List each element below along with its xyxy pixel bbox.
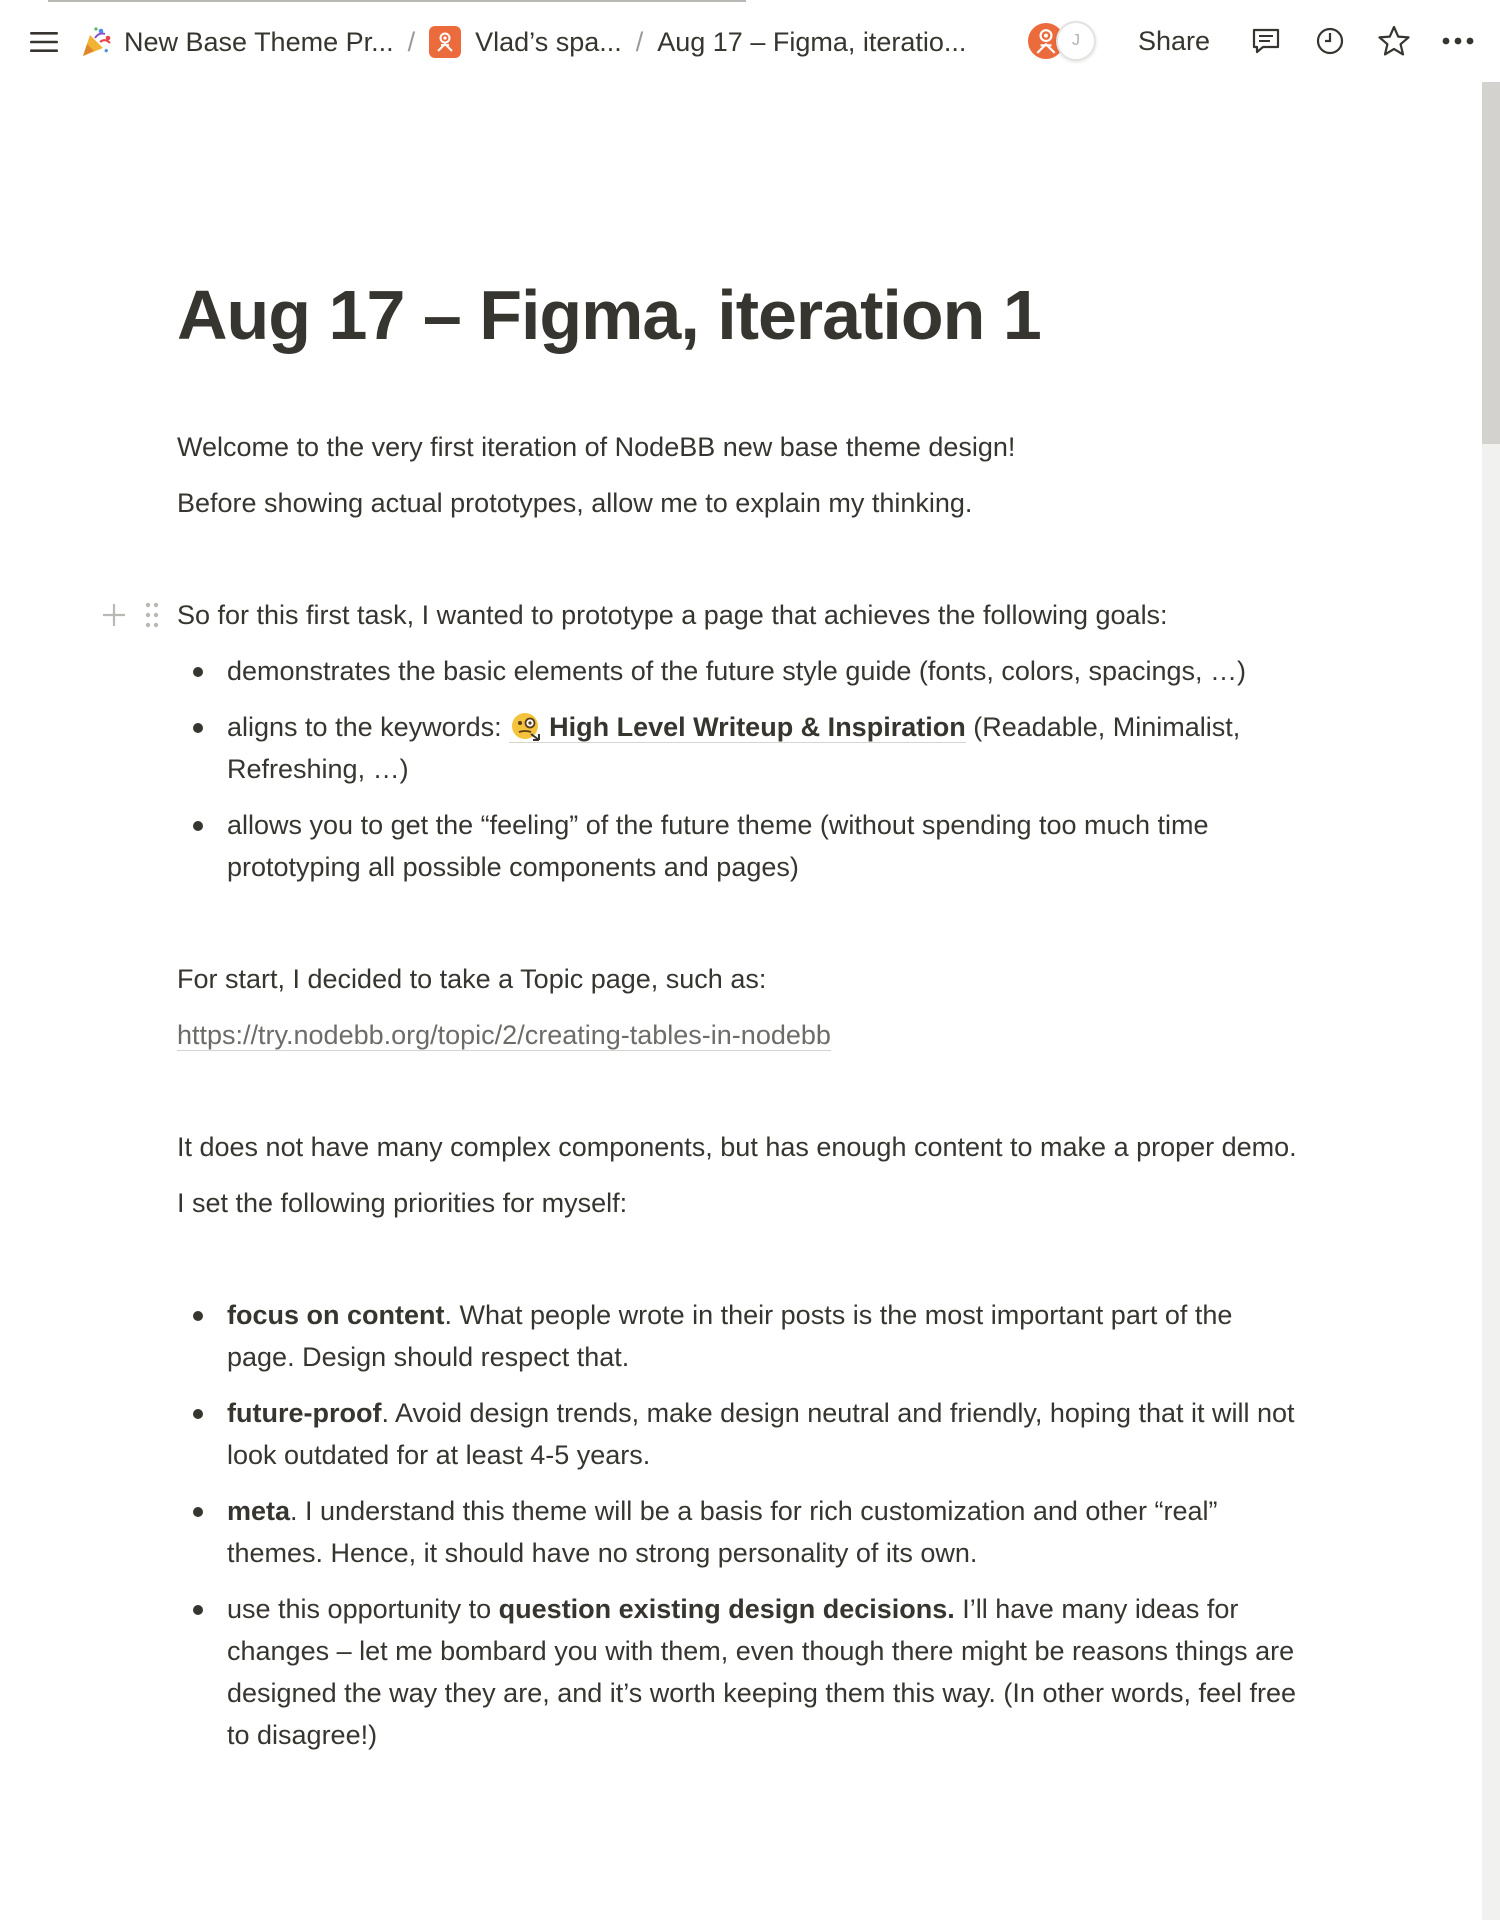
plus-icon xyxy=(101,602,127,628)
scrollbar-thumb[interactable] xyxy=(1482,82,1500,444)
breadcrumb-item-workspace[interactable] xyxy=(78,24,394,60)
monocle-face-icon xyxy=(509,709,543,743)
menu-icon xyxy=(29,30,59,54)
more-icon xyxy=(1441,36,1475,46)
bullet-icon xyxy=(193,1605,203,1615)
list-item-text: demonstrates the basic elements of the future style guide (fonts, colors, spacings, …) xyxy=(227,656,1246,686)
text-block[interactable]: I set the following priorities for myself: xyxy=(177,1188,628,1218)
breadcrumb-item-current-page[interactable] xyxy=(657,27,966,58)
list-item[interactable] xyxy=(177,706,1297,790)
page-content xyxy=(177,276,1317,1756)
breadcrumb-separator: / xyxy=(635,26,644,57)
comments-icon xyxy=(1250,25,1282,57)
breadcrumb-label: Aug 17 – Figma, iteratio... xyxy=(657,26,967,57)
history-button[interactable] xyxy=(1310,21,1350,61)
list-item-text: I’ll have many ideas for changes – let me bombard you with them, even though there might be reasons things are designed the way they are, and it’s worth keeping them this way. (In other words, feel free to disagree!) xyxy=(227,1594,1297,1750)
list-item-bold-text: future-proof xyxy=(227,1398,382,1428)
text-block[interactable] xyxy=(177,594,1317,636)
bullet-icon xyxy=(193,821,203,831)
text-block-content: So for this first task, I wanted to prototype a page that achieves the following goals: xyxy=(177,600,1168,630)
breadcrumb-item-space[interactable] xyxy=(429,26,622,58)
breadcrumb-separator: / xyxy=(407,26,416,57)
add-block-button[interactable] xyxy=(99,598,129,632)
list-item[interactable] xyxy=(177,650,1297,692)
block-handles xyxy=(99,598,167,632)
goals-list xyxy=(177,650,1317,888)
list-item-text: aligns to the keywords: xyxy=(227,712,510,742)
list-item-bold-text: question existing design decisions. xyxy=(498,1594,955,1624)
breadcrumb xyxy=(78,18,966,66)
history-icon xyxy=(1314,25,1346,57)
avatar[interactable]: J xyxy=(1056,21,1096,61)
list-item-text: . Avoid design trends, make design neutral and friendly, hoping that it will not look outdated for at least 4-5 years. xyxy=(227,1398,1295,1470)
list-item[interactable] xyxy=(177,1588,1297,1756)
bullet-icon xyxy=(193,667,203,677)
user-avatar-icon xyxy=(1034,28,1058,54)
breadcrumb-label: New Base Theme Pr... xyxy=(124,26,394,57)
drag-handle-icon xyxy=(144,601,160,629)
text-block[interactable] xyxy=(177,1014,1317,1056)
list-item-bold-text: meta xyxy=(227,1496,291,1526)
favorite-button[interactable] xyxy=(1374,21,1414,61)
breadcrumb-label: Vlad’s spa... xyxy=(475,26,622,57)
page-link-high-level-writeup[interactable] xyxy=(509,712,966,743)
drag-handle[interactable] xyxy=(137,598,167,632)
topic-url-link[interactable]: https://try.nodebb.org/topic/2/creating-tables-in-nodebb xyxy=(177,1020,831,1050)
more-button[interactable] xyxy=(1438,21,1478,61)
list-item-text: (Readable, Minimalist, Refreshing, …) xyxy=(227,712,1241,784)
page-title[interactable]: Aug 17 – Figma, iteration 1 xyxy=(177,276,1041,354)
collaborator-avatars[interactable] xyxy=(1026,19,1102,63)
list-item-text: . I understand this theme will be a basis for rich customization and other “real” themes. Hence, it should have no strong personality of its own. xyxy=(227,1496,1218,1568)
top-actions xyxy=(1026,16,1500,66)
comments-button[interactable] xyxy=(1246,21,1286,61)
list-item-text: . What people wrote in their posts is the most important part of the page. Design should respect that. xyxy=(227,1300,1233,1372)
priorities-list xyxy=(177,1294,1317,1756)
list-item-bold-text: focus on content xyxy=(227,1300,445,1330)
list-item-text: allows you to get the “feeling” of the future theme (without spending too much time prototyping all possible components and pages) xyxy=(227,810,1209,882)
text-block[interactable]: Welcome to the very first iteration of NodeBB new base theme design! xyxy=(177,432,1016,462)
list-item[interactable] xyxy=(177,804,1297,888)
list-item[interactable] xyxy=(177,1490,1297,1574)
bullet-icon xyxy=(193,1409,203,1419)
list-item-text: use this opportunity to xyxy=(227,1594,499,1624)
star-icon xyxy=(1377,24,1411,58)
list-item[interactable] xyxy=(177,1392,1297,1476)
bullet-icon xyxy=(193,723,203,733)
menu-button[interactable] xyxy=(24,22,64,62)
text-block[interactable]: It does not have many complex components, but has enough content to make a proper demo. xyxy=(177,1132,1297,1162)
bullet-icon xyxy=(193,1507,203,1517)
text-block[interactable]: Before showing actual prototypes, allow me to explain my thinking. xyxy=(177,488,973,518)
loading-progress-bar xyxy=(48,0,746,2)
text-block[interactable]: For start, I decided to take a Topic page, such as: xyxy=(177,964,767,994)
page-link-label: High Level Writeup & Inspiration xyxy=(549,712,966,742)
list-item[interactable] xyxy=(177,1294,1297,1378)
top-bar xyxy=(0,0,1500,82)
share-button[interactable]: Share xyxy=(1137,25,1210,56)
party-popper-icon xyxy=(78,24,114,60)
bullet-icon xyxy=(193,1311,203,1321)
space-avatar-icon xyxy=(429,26,461,58)
